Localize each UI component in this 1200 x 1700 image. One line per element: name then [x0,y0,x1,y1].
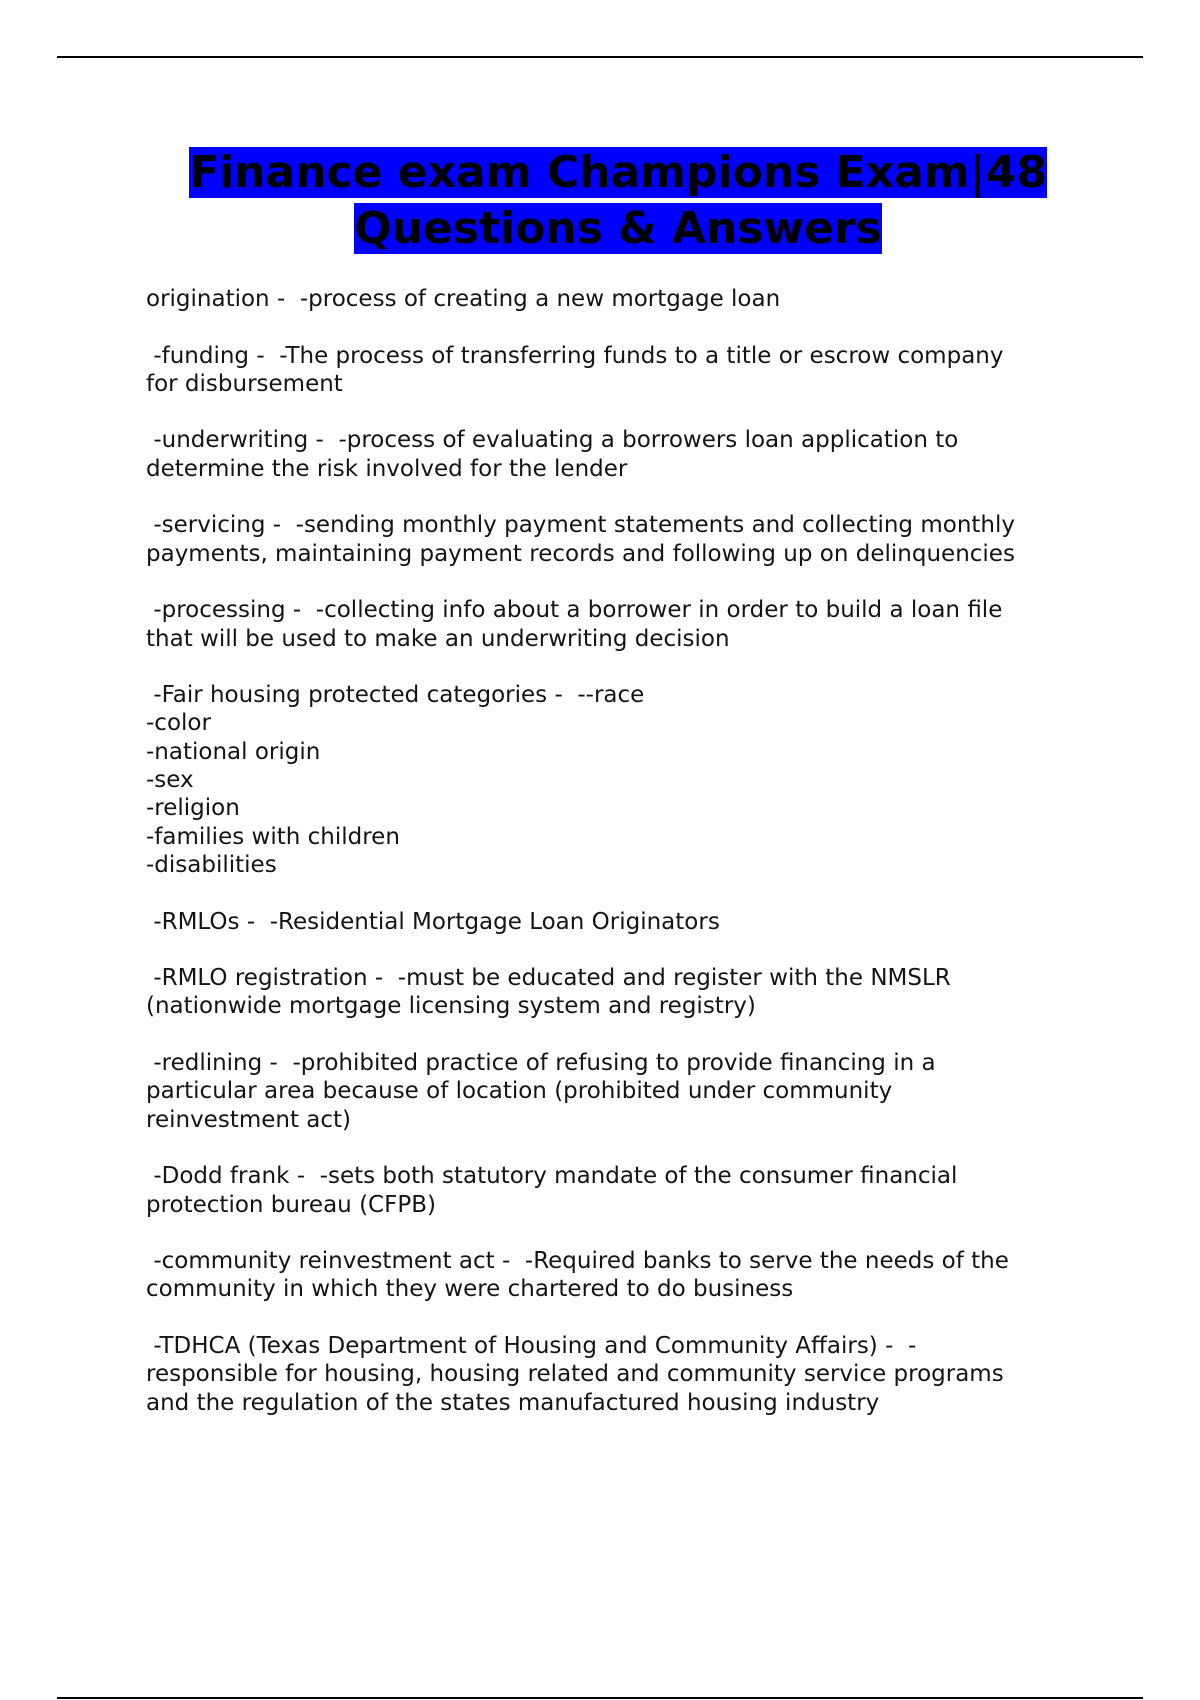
entry-rmlos: -RMLOs - -Residential Mortgage Loan Originators [146,908,720,935]
entry-tdhca: -TDHCA (Texas Department of Housing and Community Affairs) - - responsible for housing, housing related and community service programs and the regulation of the states manufactured housing industry [146,1332,1004,1416]
document-title [146,145,1090,257]
title-line-1: Finance exam Champions Exam|48 [189,147,1047,198]
entry-community-reinvestment-act: -community reinvestment act - -Required banks to serve the needs of the community in which they were chartered to do business [146,1248,1009,1303]
entry-funding: -funding - -The process of transferring funds to a title or escrow company for disbursement [146,342,1004,397]
entry-redlining: -redlining - -prohibited practice of refusing to provide financing in a particular area because of location (prohibited under community reinvestment act) [146,1050,936,1133]
entry-servicing: -servicing - -sending monthly payment statements and collecting monthly payments, maintaining payment records and following up on delinquencies [146,512,1015,567]
document-body [146,145,1090,1445]
entry-underwriting: -underwriting - -process of evaluating a borrowers loan application to determine the risk involved for the lender [146,427,959,482]
top-rule [57,56,1143,58]
entry-fair-housing: -Fair housing protected categories - --race -color -national origin -sex -religion -families with children -disabilities [146,682,645,878]
entry-rmlo-registration: -RMLO registration - -must be educated and register with the NMSLR (nationwide mortgage licensing system and registry) [146,965,951,1020]
entry-dodd-frank: -Dodd frank - -sets both statutory mandate of the consumer financial protection bureau (CFPB) [146,1163,958,1218]
entry-processing: -processing - -collecting info about a borrower in order to build a loan file that will be used to make an underwriting decision [146,597,1003,652]
bottom-rule [57,1697,1143,1699]
entry-origination: origination - -process of creating a new mortgage loan [146,286,781,312]
title-line-2: Questions & Answers [354,203,882,254]
